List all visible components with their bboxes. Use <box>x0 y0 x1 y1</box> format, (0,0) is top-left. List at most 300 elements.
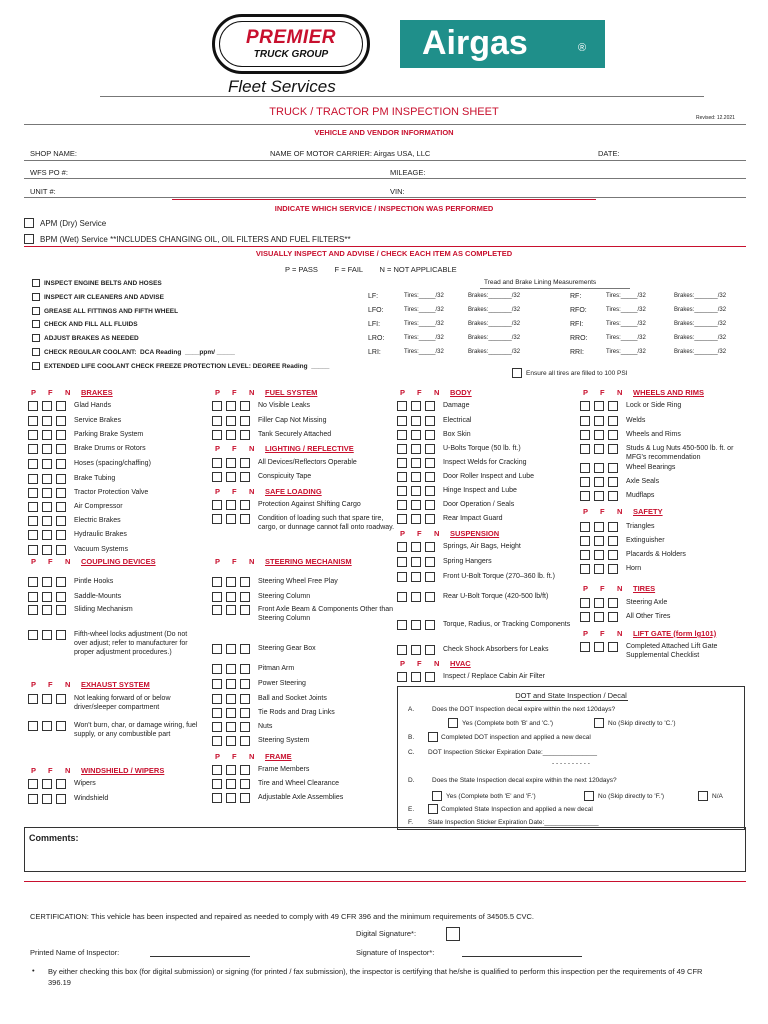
pass-checkbox[interactable] <box>580 522 590 532</box>
pass-checkbox[interactable] <box>28 530 38 540</box>
na-checkbox[interactable] <box>56 577 66 587</box>
pfn-checkboxes <box>580 536 626 546</box>
pfn-header-p: P <box>215 752 221 761</box>
fail-checkbox[interactable] <box>411 500 421 510</box>
brakes-measurement[interactable]: Brakes:_______/32 <box>674 307 727 313</box>
pass-checkbox[interactable] <box>212 779 222 789</box>
fail-checkbox[interactable] <box>411 620 421 630</box>
general-check-checkbox[interactable] <box>32 293 40 301</box>
na-checkbox[interactable] <box>425 672 435 682</box>
fail-checkbox[interactable] <box>411 458 421 468</box>
na-checkbox[interactable] <box>425 542 435 552</box>
tires-measurement[interactable]: Tires:_____/32 <box>404 349 444 355</box>
tread-position-label: LFO: <box>368 307 384 314</box>
pass-checkbox[interactable] <box>397 572 407 582</box>
na-checkbox[interactable] <box>240 765 250 775</box>
fail-checkbox[interactable] <box>42 630 52 640</box>
tires-measurement[interactable]: Tires:_____/32 <box>404 335 444 341</box>
tires-measurement[interactable]: Tires:_____/32 <box>606 307 646 313</box>
pass-checkbox[interactable] <box>580 416 590 426</box>
pass-checkbox[interactable] <box>580 564 590 574</box>
pass-checkbox[interactable] <box>28 401 38 411</box>
fail-checkbox[interactable] <box>594 430 604 440</box>
na-checkbox[interactable] <box>56 459 66 469</box>
na-checkbox[interactable] <box>608 612 618 622</box>
pass-checkbox[interactable] <box>28 444 38 454</box>
na-checkbox[interactable] <box>425 458 435 468</box>
fail-checkbox[interactable] <box>226 793 236 803</box>
general-check-item[interactable] <box>32 307 178 315</box>
fail-checkbox[interactable] <box>411 572 421 582</box>
na-checkbox[interactable] <box>56 592 66 602</box>
general-check-checkbox[interactable] <box>32 320 40 328</box>
na-checkbox[interactable] <box>240 793 250 803</box>
fail-checkbox[interactable] <box>42 401 52 411</box>
brakes-measurement[interactable]: Brakes:_______/32 <box>674 321 727 327</box>
fail-checkbox[interactable] <box>42 444 52 454</box>
na-checkbox[interactable] <box>608 477 618 487</box>
fail-checkbox[interactable] <box>42 416 52 426</box>
fail-checkbox[interactable] <box>42 545 52 555</box>
general-check-checkbox[interactable] <box>32 348 40 356</box>
fail-checkbox[interactable] <box>594 536 604 546</box>
col4-wheels-title: WHEELS AND RIMS <box>633 388 704 397</box>
na-checkbox[interactable] <box>425 472 435 482</box>
fail-checkbox[interactable] <box>42 474 52 484</box>
general-check-checkbox[interactable] <box>32 334 40 342</box>
tires-measurement[interactable]: Tires:_____/32 <box>606 321 646 327</box>
fail-checkbox[interactable] <box>594 401 604 411</box>
pfn-header-n: N <box>434 388 440 397</box>
na-checkbox[interactable] <box>608 564 618 574</box>
na-checkbox[interactable] <box>240 679 250 689</box>
na-checkbox[interactable] <box>240 722 250 732</box>
na-checkbox[interactable] <box>56 474 66 484</box>
fail-checkbox[interactable] <box>42 430 52 440</box>
na-checkbox[interactable] <box>56 605 66 615</box>
pass-checkbox[interactable] <box>397 620 407 630</box>
pass-checkbox[interactable] <box>397 592 407 602</box>
bpm-checkbox[interactable] <box>24 234 34 244</box>
printed-name-field[interactable] <box>150 956 250 957</box>
na-checkbox[interactable] <box>425 645 435 655</box>
pass-checkbox[interactable] <box>397 557 407 567</box>
na-checkbox[interactable] <box>56 430 66 440</box>
fail-checkbox[interactable] <box>226 472 236 482</box>
pass-checkbox[interactable] <box>397 500 407 510</box>
general-check-checkbox[interactable] <box>32 279 40 287</box>
fail-checkbox[interactable] <box>594 612 604 622</box>
fail-checkbox[interactable] <box>411 592 421 602</box>
fail-checkbox[interactable] <box>42 721 52 731</box>
pass-checkbox[interactable] <box>28 459 38 469</box>
na-checkbox[interactable] <box>240 458 250 468</box>
na-checkbox[interactable] <box>56 488 66 498</box>
pfn-header-f: F <box>232 557 237 566</box>
pfn-checkboxes <box>397 592 443 602</box>
dot-a-yes-checkbox[interactable] <box>448 718 458 728</box>
na-checkbox[interactable] <box>608 522 618 532</box>
pass-checkbox[interactable] <box>580 477 590 487</box>
pass-checkbox[interactable] <box>212 577 222 587</box>
fail-checkbox[interactable] <box>42 502 52 512</box>
pfn-checkboxes <box>580 564 626 574</box>
pfn-checkboxes <box>28 630 74 640</box>
pass-checkbox[interactable] <box>580 430 590 440</box>
inspection-item-label: Pitman Arm <box>258 665 295 672</box>
fail-checkbox[interactable] <box>594 522 604 532</box>
fail-checkbox[interactable] <box>411 401 421 411</box>
fail-checkbox[interactable] <box>411 645 421 655</box>
tread-position-label: RFI: <box>570 321 584 328</box>
tires-measurement[interactable]: Tires:_____/32 <box>404 321 444 327</box>
na-checkbox[interactable] <box>425 557 435 567</box>
na-checkbox[interactable] <box>240 736 250 746</box>
na-checkbox[interactable] <box>425 514 435 524</box>
fail-checkbox[interactable] <box>226 722 236 732</box>
pfn-header-f: F <box>48 388 53 397</box>
inspection-item <box>580 416 745 426</box>
fail-checkbox[interactable] <box>226 592 236 602</box>
na-checkbox[interactable] <box>56 502 66 512</box>
pass-checkbox[interactable] <box>28 605 38 615</box>
pass-checkbox[interactable] <box>28 592 38 602</box>
na-checkbox[interactable] <box>240 401 250 411</box>
pass-checkbox[interactable] <box>212 664 222 674</box>
fail-checkbox[interactable] <box>226 664 236 674</box>
fail-checkbox[interactable] <box>226 708 236 718</box>
fail-checkbox[interactable] <box>226 605 236 615</box>
na-checkbox[interactable] <box>608 430 618 440</box>
general-check-item[interactable] <box>32 293 164 301</box>
inspection-item <box>397 514 577 524</box>
pass-checkbox[interactable] <box>580 444 590 454</box>
na-checkbox[interactable] <box>240 644 250 654</box>
pass-checkbox[interactable] <box>28 545 38 555</box>
fail-checkbox[interactable] <box>594 477 604 487</box>
na-checkbox[interactable] <box>240 472 250 482</box>
pass-checkbox[interactable] <box>397 672 407 682</box>
inspection-item <box>28 474 200 484</box>
na-checkbox[interactable] <box>240 577 250 587</box>
na-checkbox[interactable] <box>56 779 66 789</box>
pass-checkbox[interactable] <box>580 491 590 501</box>
dot-a-letter: A. <box>408 706 415 713</box>
cert-bullet: • <box>32 966 35 975</box>
pass-checkbox[interactable] <box>28 577 38 587</box>
pass-checkbox[interactable] <box>28 516 38 526</box>
inspection-item-label: Lock or Side Ring <box>626 402 682 409</box>
fail-checkbox[interactable] <box>411 430 421 440</box>
fail-checkbox[interactable] <box>226 514 236 524</box>
col3-hvac-title: HVAC <box>450 659 471 668</box>
pass-checkbox[interactable] <box>397 514 407 524</box>
na-checkbox[interactable] <box>425 444 435 454</box>
pass-checkbox[interactable] <box>212 708 222 718</box>
dot-a-no-checkbox[interactable] <box>594 718 604 728</box>
pass-checkbox[interactable] <box>212 500 222 510</box>
tires-measurement[interactable]: Tires:_____/32 <box>606 293 646 299</box>
general-check-item[interactable] <box>32 320 138 328</box>
inspection-item <box>580 642 745 660</box>
pass-checkbox[interactable] <box>397 645 407 655</box>
pass-checkbox[interactable] <box>580 598 590 608</box>
comments-box[interactable] <box>24 827 746 872</box>
na-checkbox[interactable] <box>56 444 66 454</box>
pass-checkbox[interactable] <box>212 430 222 440</box>
certification-note: By either checking this box (for digital submission) or signing (for printed / fax submission), the inspector is certifying that he/she is qualified to perform this inspection per the requirements of 49 CFR 396.19 <box>48 967 703 987</box>
pass-checkbox[interactable] <box>212 458 222 468</box>
na-checkbox[interactable] <box>56 401 66 411</box>
pass-checkbox[interactable] <box>397 444 407 454</box>
na-checkbox[interactable] <box>56 721 66 731</box>
na-checkbox[interactable] <box>608 463 618 473</box>
inspection-item <box>397 672 577 682</box>
fail-checkbox[interactable] <box>411 486 421 496</box>
na-checkbox[interactable] <box>56 794 66 804</box>
brakes-measurement[interactable]: Brakes:_______/32 <box>468 293 521 299</box>
na-checkbox[interactable] <box>56 694 66 704</box>
inspection-item-label: Fifth-wheel locks adjustment (Do not over adjust; refer to manufacturer for proper adjustment procedures.) <box>74 631 188 656</box>
psi-checkbox[interactable] <box>512 368 522 378</box>
na-checkbox[interactable] <box>240 592 250 602</box>
fail-checkbox[interactable] <box>42 530 52 540</box>
na-checkbox[interactable] <box>240 416 250 426</box>
pass-checkbox[interactable] <box>28 474 38 484</box>
fail-checkbox[interactable] <box>226 577 236 587</box>
fail-checkbox[interactable] <box>226 500 236 510</box>
pfn-header-p: P <box>215 388 221 397</box>
fail-checkbox[interactable] <box>594 416 604 426</box>
brakes-measurement[interactable]: Brakes:_______/32 <box>674 335 727 341</box>
psi-check[interactable] <box>512 368 628 378</box>
inspection-item-label: Spring Hangers <box>443 558 492 565</box>
fail-checkbox[interactable] <box>42 794 52 804</box>
fail-checkbox[interactable] <box>226 765 236 775</box>
fail-checkbox[interactable] <box>42 592 52 602</box>
pass-checkbox[interactable] <box>397 542 407 552</box>
tires-measurement[interactable]: Tires:_____/32 <box>404 293 444 299</box>
fail-checkbox[interactable] <box>594 491 604 501</box>
fail-checkbox[interactable] <box>226 458 236 468</box>
tires-measurement[interactable]: Tires:_____/32 <box>404 307 444 313</box>
pass-checkbox[interactable] <box>397 430 407 440</box>
pass-checkbox[interactable] <box>28 502 38 512</box>
tires-measurement[interactable]: Tires:_____/32 <box>606 335 646 341</box>
na-checkbox[interactable] <box>56 530 66 540</box>
pfn-header-p: P <box>583 388 589 397</box>
pass-checkbox[interactable] <box>212 793 222 803</box>
na-checkbox[interactable] <box>240 664 250 674</box>
tread-position-label: LRO: <box>368 335 385 342</box>
pass-checkbox[interactable] <box>28 430 38 440</box>
fail-checkbox[interactable] <box>42 516 52 526</box>
inspection-item <box>28 488 200 498</box>
na-checkbox[interactable] <box>240 605 250 615</box>
na-checkbox[interactable] <box>608 598 618 608</box>
pfn-checkboxes <box>28 444 74 454</box>
na-checkbox[interactable] <box>425 592 435 602</box>
fail-checkbox[interactable] <box>42 694 52 704</box>
na-checkbox[interactable] <box>56 630 66 640</box>
brakes-measurement[interactable]: Brakes:_______/32 <box>674 349 727 355</box>
general-check-item[interactable] <box>32 334 139 342</box>
na-checkbox[interactable] <box>608 536 618 546</box>
na-checkbox[interactable] <box>608 550 618 560</box>
na-checkbox[interactable] <box>425 401 435 411</box>
dot-b-checkbox[interactable] <box>428 732 438 742</box>
pass-checkbox[interactable] <box>28 794 38 804</box>
pass-checkbox[interactable] <box>28 630 38 640</box>
pass-checkbox[interactable] <box>28 694 38 704</box>
inspection-item-label: Air Compressor <box>74 503 123 510</box>
inspector-signature-field[interactable] <box>462 956 582 957</box>
na-checkbox[interactable] <box>608 491 618 501</box>
na-checkbox[interactable] <box>240 500 250 510</box>
pass-checkbox[interactable] <box>397 401 407 411</box>
pass-checkbox[interactable] <box>28 488 38 498</box>
fail-checkbox[interactable] <box>411 514 421 524</box>
bpm-service-option[interactable] <box>24 234 351 244</box>
pass-checkbox[interactable] <box>28 721 38 731</box>
tires-measurement[interactable]: Tires:_____/32 <box>606 349 646 355</box>
fail-checkbox[interactable] <box>594 598 604 608</box>
fail-checkbox[interactable] <box>226 779 236 789</box>
general-check-label: INSPECT ENGINE BELTS AND HOSES <box>44 279 162 287</box>
pass-checkbox[interactable] <box>212 722 222 732</box>
pass-checkbox[interactable] <box>28 416 38 426</box>
fail-checkbox[interactable] <box>226 679 236 689</box>
fail-checkbox[interactable] <box>411 416 421 426</box>
brakes-measurement[interactable]: Brakes:_______/32 <box>468 335 521 341</box>
fail-checkbox[interactable] <box>42 488 52 498</box>
general-check-checkbox[interactable] <box>32 362 40 370</box>
pass-checkbox[interactable] <box>212 514 222 524</box>
pass-checkbox[interactable] <box>580 612 590 622</box>
wfs-po-label: WFS PO #: <box>30 168 68 177</box>
pass-checkbox[interactable] <box>580 463 590 473</box>
na-checkbox[interactable] <box>425 620 435 630</box>
na-checkbox[interactable] <box>240 514 250 524</box>
pass-checkbox[interactable] <box>212 736 222 746</box>
pass-checkbox[interactable] <box>397 416 407 426</box>
brakes-measurement[interactable]: Brakes:_______/32 <box>468 321 521 327</box>
fail-checkbox[interactable] <box>42 459 52 469</box>
general-check-item[interactable] <box>32 348 235 356</box>
na-checkbox[interactable] <box>608 444 618 454</box>
dot-e-checkbox[interactable] <box>428 804 438 814</box>
na-checkbox[interactable] <box>240 694 250 704</box>
pfn-checkboxes <box>28 459 74 469</box>
dot-d-no-checkbox[interactable] <box>584 791 594 801</box>
na-checkbox[interactable] <box>608 401 618 411</box>
inspection-item-label: Pintle Hooks <box>74 578 114 585</box>
brakes-measurement[interactable]: Brakes:_______/32 <box>468 307 521 313</box>
pass-checkbox[interactable] <box>580 550 590 560</box>
pass-checkbox[interactable] <box>580 401 590 411</box>
fail-checkbox[interactable] <box>226 401 236 411</box>
dot-d-yes-checkbox[interactable] <box>432 791 442 801</box>
fail-checkbox[interactable] <box>226 644 236 654</box>
fail-checkbox[interactable] <box>411 557 421 567</box>
na-checkbox[interactable] <box>425 572 435 582</box>
fail-checkbox[interactable] <box>594 444 604 454</box>
pass-checkbox[interactable] <box>28 779 38 789</box>
col2-fuel-title: FUEL SYSTEM <box>265 388 318 397</box>
na-checkbox[interactable] <box>425 430 435 440</box>
na-checkbox[interactable] <box>425 416 435 426</box>
fail-checkbox[interactable] <box>42 779 52 789</box>
fail-checkbox[interactable] <box>411 472 421 482</box>
fail-checkbox[interactable] <box>411 672 421 682</box>
na-checkbox[interactable] <box>56 516 66 526</box>
na-checkbox[interactable] <box>240 779 250 789</box>
fail-checkbox[interactable] <box>226 736 236 746</box>
pass-checkbox[interactable] <box>212 592 222 602</box>
digital-signature-checkbox[interactable] <box>446 927 460 941</box>
fail-checkbox[interactable] <box>411 542 421 552</box>
na-checkbox[interactable] <box>425 486 435 496</box>
pass-checkbox[interactable] <box>212 644 222 654</box>
na-checkbox[interactable] <box>608 416 618 426</box>
general-check-checkbox[interactable] <box>32 307 40 315</box>
fail-checkbox[interactable] <box>594 550 604 560</box>
fail-checkbox[interactable] <box>226 694 236 704</box>
pass-checkbox[interactable] <box>580 536 590 546</box>
pfn-checkboxes <box>212 736 258 746</box>
fail-checkbox[interactable] <box>411 444 421 454</box>
pfn-checkboxes <box>212 592 258 602</box>
inspection-item <box>580 491 745 501</box>
dot-d-na-checkbox[interactable] <box>698 791 708 801</box>
pass-checkbox[interactable] <box>397 472 407 482</box>
general-check-item[interactable] <box>32 362 329 370</box>
pass-checkbox[interactable] <box>212 416 222 426</box>
general-check-item[interactable] <box>32 279 162 287</box>
general-check-label: EXTENDED LIFE COOLANT CHECK FREEZE PROTECTION LEVEL: DEGREE Reading _____ <box>44 362 330 370</box>
fail-checkbox[interactable] <box>42 605 52 615</box>
na-checkbox[interactable] <box>240 708 250 718</box>
fail-checkbox[interactable] <box>594 463 604 473</box>
pass-checkbox[interactable] <box>212 472 222 482</box>
pass-checkbox[interactable] <box>212 605 222 615</box>
apm-checkbox[interactable] <box>24 218 34 228</box>
pass-checkbox[interactable] <box>212 401 222 411</box>
na-checkbox[interactable] <box>240 430 250 440</box>
na-checkbox[interactable] <box>608 642 618 652</box>
pass-checkbox[interactable] <box>212 765 222 775</box>
fail-checkbox[interactable] <box>226 430 236 440</box>
na-checkbox[interactable] <box>56 416 66 426</box>
fail-checkbox[interactable] <box>42 577 52 587</box>
brakes-measurement[interactable]: Brakes:_______/32 <box>468 349 521 355</box>
pass-checkbox[interactable] <box>212 679 222 689</box>
inspection-item <box>397 444 577 454</box>
inspection-item <box>580 522 745 532</box>
na-checkbox[interactable] <box>56 545 66 555</box>
fail-checkbox[interactable] <box>594 642 604 652</box>
apm-service-option[interactable] <box>24 218 106 228</box>
pass-checkbox[interactable] <box>212 694 222 704</box>
fail-checkbox[interactable] <box>594 564 604 574</box>
pass-checkbox[interactable] <box>397 458 407 468</box>
inspection-item <box>28 530 200 540</box>
pass-checkbox[interactable] <box>397 486 407 496</box>
na-checkbox[interactable] <box>425 500 435 510</box>
brakes-measurement[interactable]: Brakes:_______/32 <box>674 293 727 299</box>
pass-checkbox[interactable] <box>580 642 590 652</box>
fail-checkbox[interactable] <box>226 416 236 426</box>
